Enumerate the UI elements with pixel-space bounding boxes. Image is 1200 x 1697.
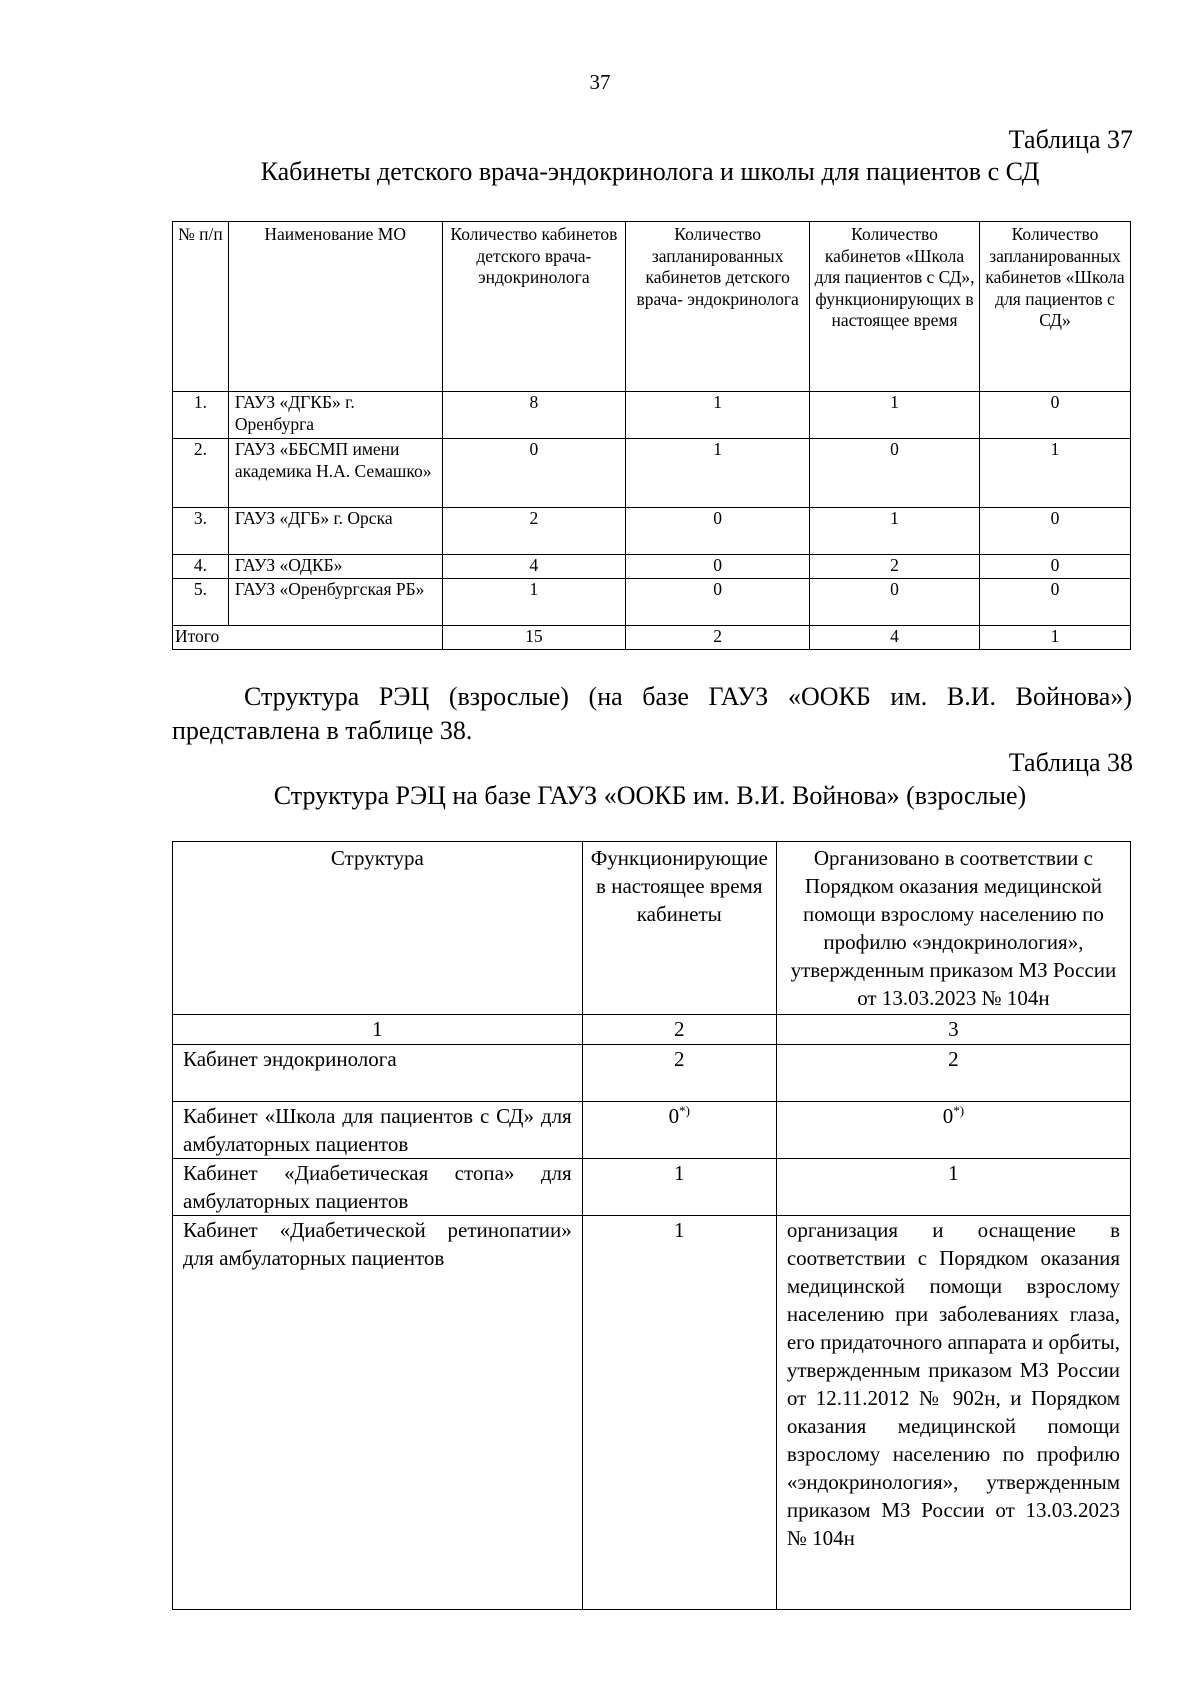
functioning-value: 2	[582, 1045, 776, 1102]
organized-value: организация и оснащение в соответствии с Порядком оказания медицинской помощи взрослому населению при заболеваниях глаза, его придаточного аппарата и орбиты, утвержденным приказом МЗ России от 12.11.2012 № 902н, и Порядком оказания медицинской помощи взрослому населению по профилю «эндокринология», утвержденным приказом МЗ России от 13.03.2023 № 104н	[776, 1216, 1130, 1610]
cell-value: 2	[810, 555, 980, 579]
table-38-header-row	[173, 842, 1131, 1015]
cell-value: 4	[442, 555, 626, 579]
total-value: 15	[442, 626, 626, 650]
organized-value: 2	[776, 1045, 1130, 1102]
cell-value: 0	[980, 579, 1131, 626]
table-row	[173, 555, 1131, 579]
cell-value: 1	[442, 579, 626, 626]
cell-value: 1	[980, 439, 1131, 508]
mo-name: ГАУЗ «ББСМП имени академика Н.А. Семашко»	[228, 439, 442, 508]
body-paragraph: Структура РЭЦ (взрослые) (на базе ГАУЗ «ООКБ им. В.И. Войнова») представлена в таблице 38.	[172, 682, 1132, 745]
mo-name: ГАУЗ «ДГБ» г. Орска	[228, 508, 442, 555]
row-number: 3.	[173, 508, 229, 555]
table-37-header-row	[173, 222, 1131, 392]
functioning-cell	[582, 1102, 776, 1159]
structure-name: Кабинет «Школа для пациентов с СД» для амбулаторных пациентов	[173, 1102, 583, 1159]
table-37	[172, 221, 1131, 650]
table-row	[173, 1216, 1131, 1610]
cell-value: 0	[626, 555, 810, 579]
table-row	[173, 1102, 1131, 1159]
t37-header-school-planned: Количество запланированных кабинетов «Школа для пациентов с СД»	[980, 222, 1131, 392]
mo-name: ГАУЗ «ДГКБ» г. Оренбурга	[228, 392, 442, 439]
total-value: 2	[626, 626, 810, 650]
functioning-value: 0	[668, 1104, 680, 1128]
cell-value: 0	[626, 508, 810, 555]
structure-name: Кабинет эндокринолога	[173, 1045, 583, 1102]
footnote-mark: *)	[953, 1103, 965, 1118]
t38-header-structure: Структура	[173, 842, 583, 1015]
row-number: 5.	[173, 579, 229, 626]
functioning-value: 1	[582, 1159, 776, 1216]
cell-value: 0	[810, 439, 980, 508]
cell-value: 8	[442, 392, 626, 439]
cell-value: 0	[980, 555, 1131, 579]
column-number: 3	[776, 1015, 1130, 1045]
column-number: 2	[582, 1015, 776, 1045]
mo-name: ГАУЗ «Оренбургская РБ»	[228, 579, 442, 626]
table-38-title: Структура РЭЦ на базе ГАУЗ «ООКБ им. В.И. Войнова» (взрослые)	[273, 781, 1027, 810]
cell-value: 1	[810, 508, 980, 555]
cell-value: 2	[442, 508, 626, 555]
cell-value: 0	[810, 579, 980, 626]
organized-cell	[776, 1102, 1130, 1159]
t38-header-organized: Организовано в соответствии с Порядком оказания медицинской помощи взрослому населению по профилю «эндокринология», утвержденным приказом МЗ России от 13.03.2023 № 104н	[776, 842, 1130, 1015]
organized-value: 1	[776, 1159, 1130, 1216]
cell-value: 0	[442, 439, 626, 508]
cell-value: 1	[626, 439, 810, 508]
table-row	[173, 1045, 1131, 1102]
cell-value: 0	[626, 579, 810, 626]
column-number: 1	[173, 1015, 583, 1045]
table-row	[173, 392, 1131, 439]
structure-name: Кабинет «Диабетической ретинопатии» для амбулаторных пациентов	[173, 1216, 583, 1610]
cell-value: 0	[980, 508, 1131, 555]
table-37-label: Таблица 37	[1008, 125, 1133, 154]
table-row	[173, 508, 1131, 555]
table-37-title: Кабинеты детского врача-эндокринолога и школы для пациентов с СД	[260, 157, 1040, 186]
table-row	[173, 439, 1131, 508]
mo-name: ГАУЗ «ОДКБ»	[228, 555, 442, 579]
t37-header-school-functioning: Количество кабинетов «Школа для пациентов с СД», функционирующих в настоящее время	[810, 222, 980, 392]
cell-value: 0	[980, 392, 1131, 439]
cell-value: 1	[810, 392, 980, 439]
t38-header-functioning: Функционирующие в настоящее время кабинеты	[582, 842, 776, 1015]
row-number: 2.	[173, 439, 229, 508]
table-38	[172, 841, 1131, 1610]
t37-header-planned: Количество запланированных кабинетов детского врача- эндокринолога	[626, 222, 810, 392]
functioning-value: 1	[582, 1216, 776, 1610]
table-row	[173, 1159, 1131, 1216]
table-38-number-row	[173, 1015, 1131, 1045]
total-label: Итого	[173, 626, 443, 650]
cell-value: 1	[626, 392, 810, 439]
row-number: 4.	[173, 555, 229, 579]
table-total-row	[173, 626, 1131, 650]
table-row	[173, 579, 1131, 626]
footnote-mark: *)	[679, 1103, 690, 1118]
row-number: 1.	[173, 392, 229, 439]
organized-value: 0	[942, 1104, 954, 1128]
structure-name: Кабинет «Диабетическая стопа» для амбулаторных пациентов	[173, 1159, 583, 1216]
t37-header-count: Количество кабинетов детского врача-эндокринолога	[442, 222, 626, 392]
t37-header-num: № п/п	[173, 222, 229, 392]
page-number: 37	[589, 70, 611, 94]
t37-header-name: Наименование МО	[228, 222, 442, 392]
total-value: 4	[810, 626, 980, 650]
table-38-label: Таблица 38	[1008, 748, 1133, 777]
total-value: 1	[980, 626, 1131, 650]
